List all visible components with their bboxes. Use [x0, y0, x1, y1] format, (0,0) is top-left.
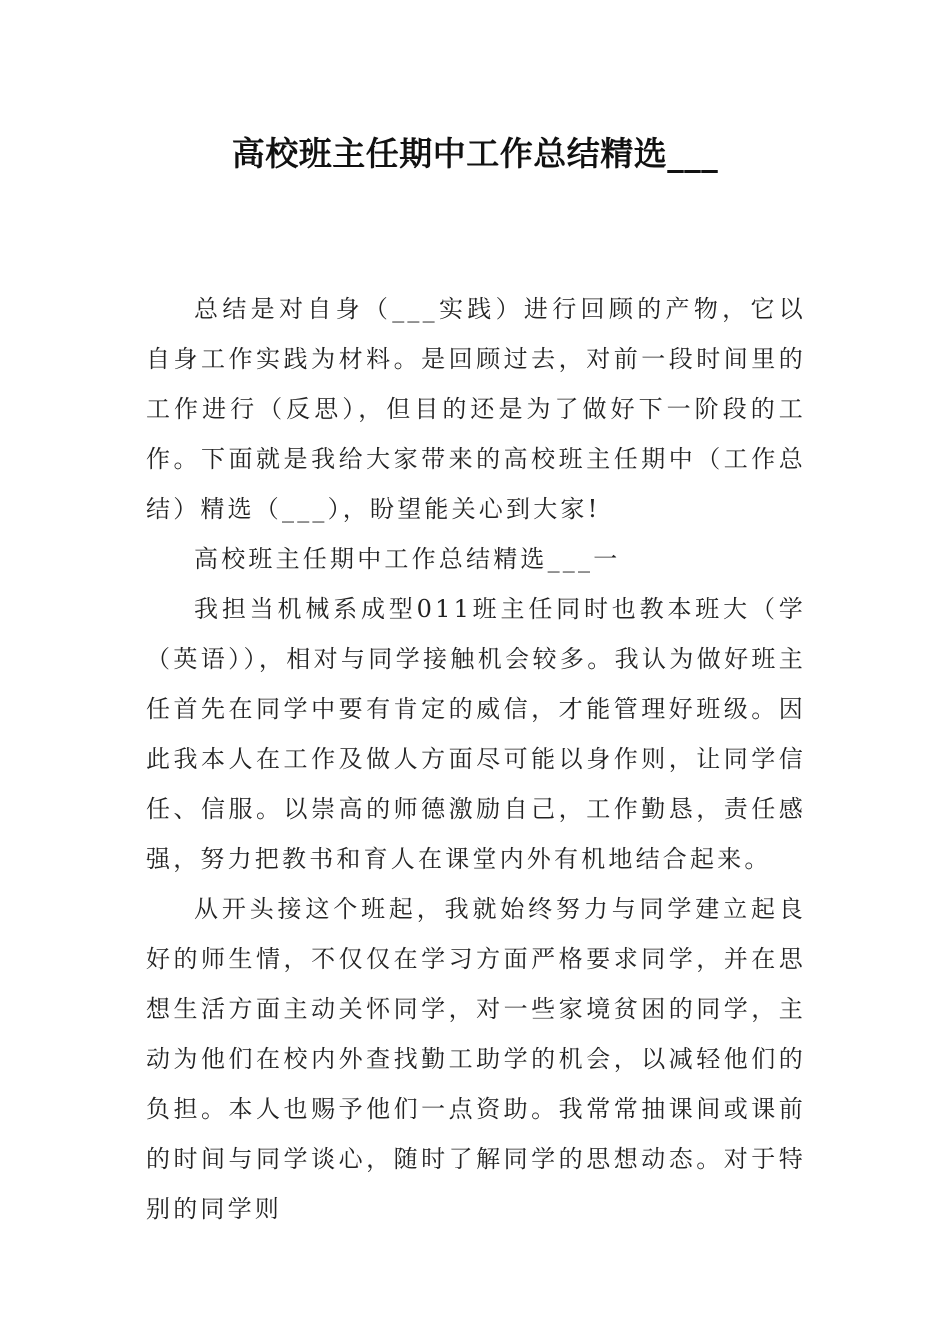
document-title: 高校班主任期中工作总结精选___: [231, 134, 719, 173]
paragraph-section-heading: 高校班主任期中工作总结精选___一: [194, 545, 621, 573]
paragraph-body-1: 我担当机械系成型011班主任同时也教本班大（学（英语）），相对与同学接触机会较多。我认为做好班主任首先在同学中要有肯定的威信，才能管理好班级。因此我本人在工作及做人方面尽可能以身作则，让同学信任、信服。以崇高的师德激励自己，工作勤恳，责任感强，努力把教书和育人在课堂内外有机地结合起来。: [146, 595, 806, 873]
document-body: [146, 284, 806, 1234]
paragraph-intro: 总结是对自身（___实践）进行回顾的产物，它以自身工作实践为材料。是回顾过去，对前一段时间里的工作进行（反思），但目的还是为了做好下一阶段的工作。下面就是我给大家带来的高校班主任期中（工作总结）精选（___），盼望能关心到大家!: [146, 295, 806, 523]
paragraph-body-2: 从开头接这个班起，我就始终努力与同学建立起良好的师生情，不仅仅在学习方面严格要求同学，并在思想生活方面主动关怀同学，对一些家境贫困的同学，主动为他们在校内外查找勤工助学的机会，以减轻他们的负担。本人也赐予他们一点资助。我常常抽课间或课前的时间与同学谈心，随时了解同学的思想动态。对于特别的同学则: [146, 895, 806, 1223]
